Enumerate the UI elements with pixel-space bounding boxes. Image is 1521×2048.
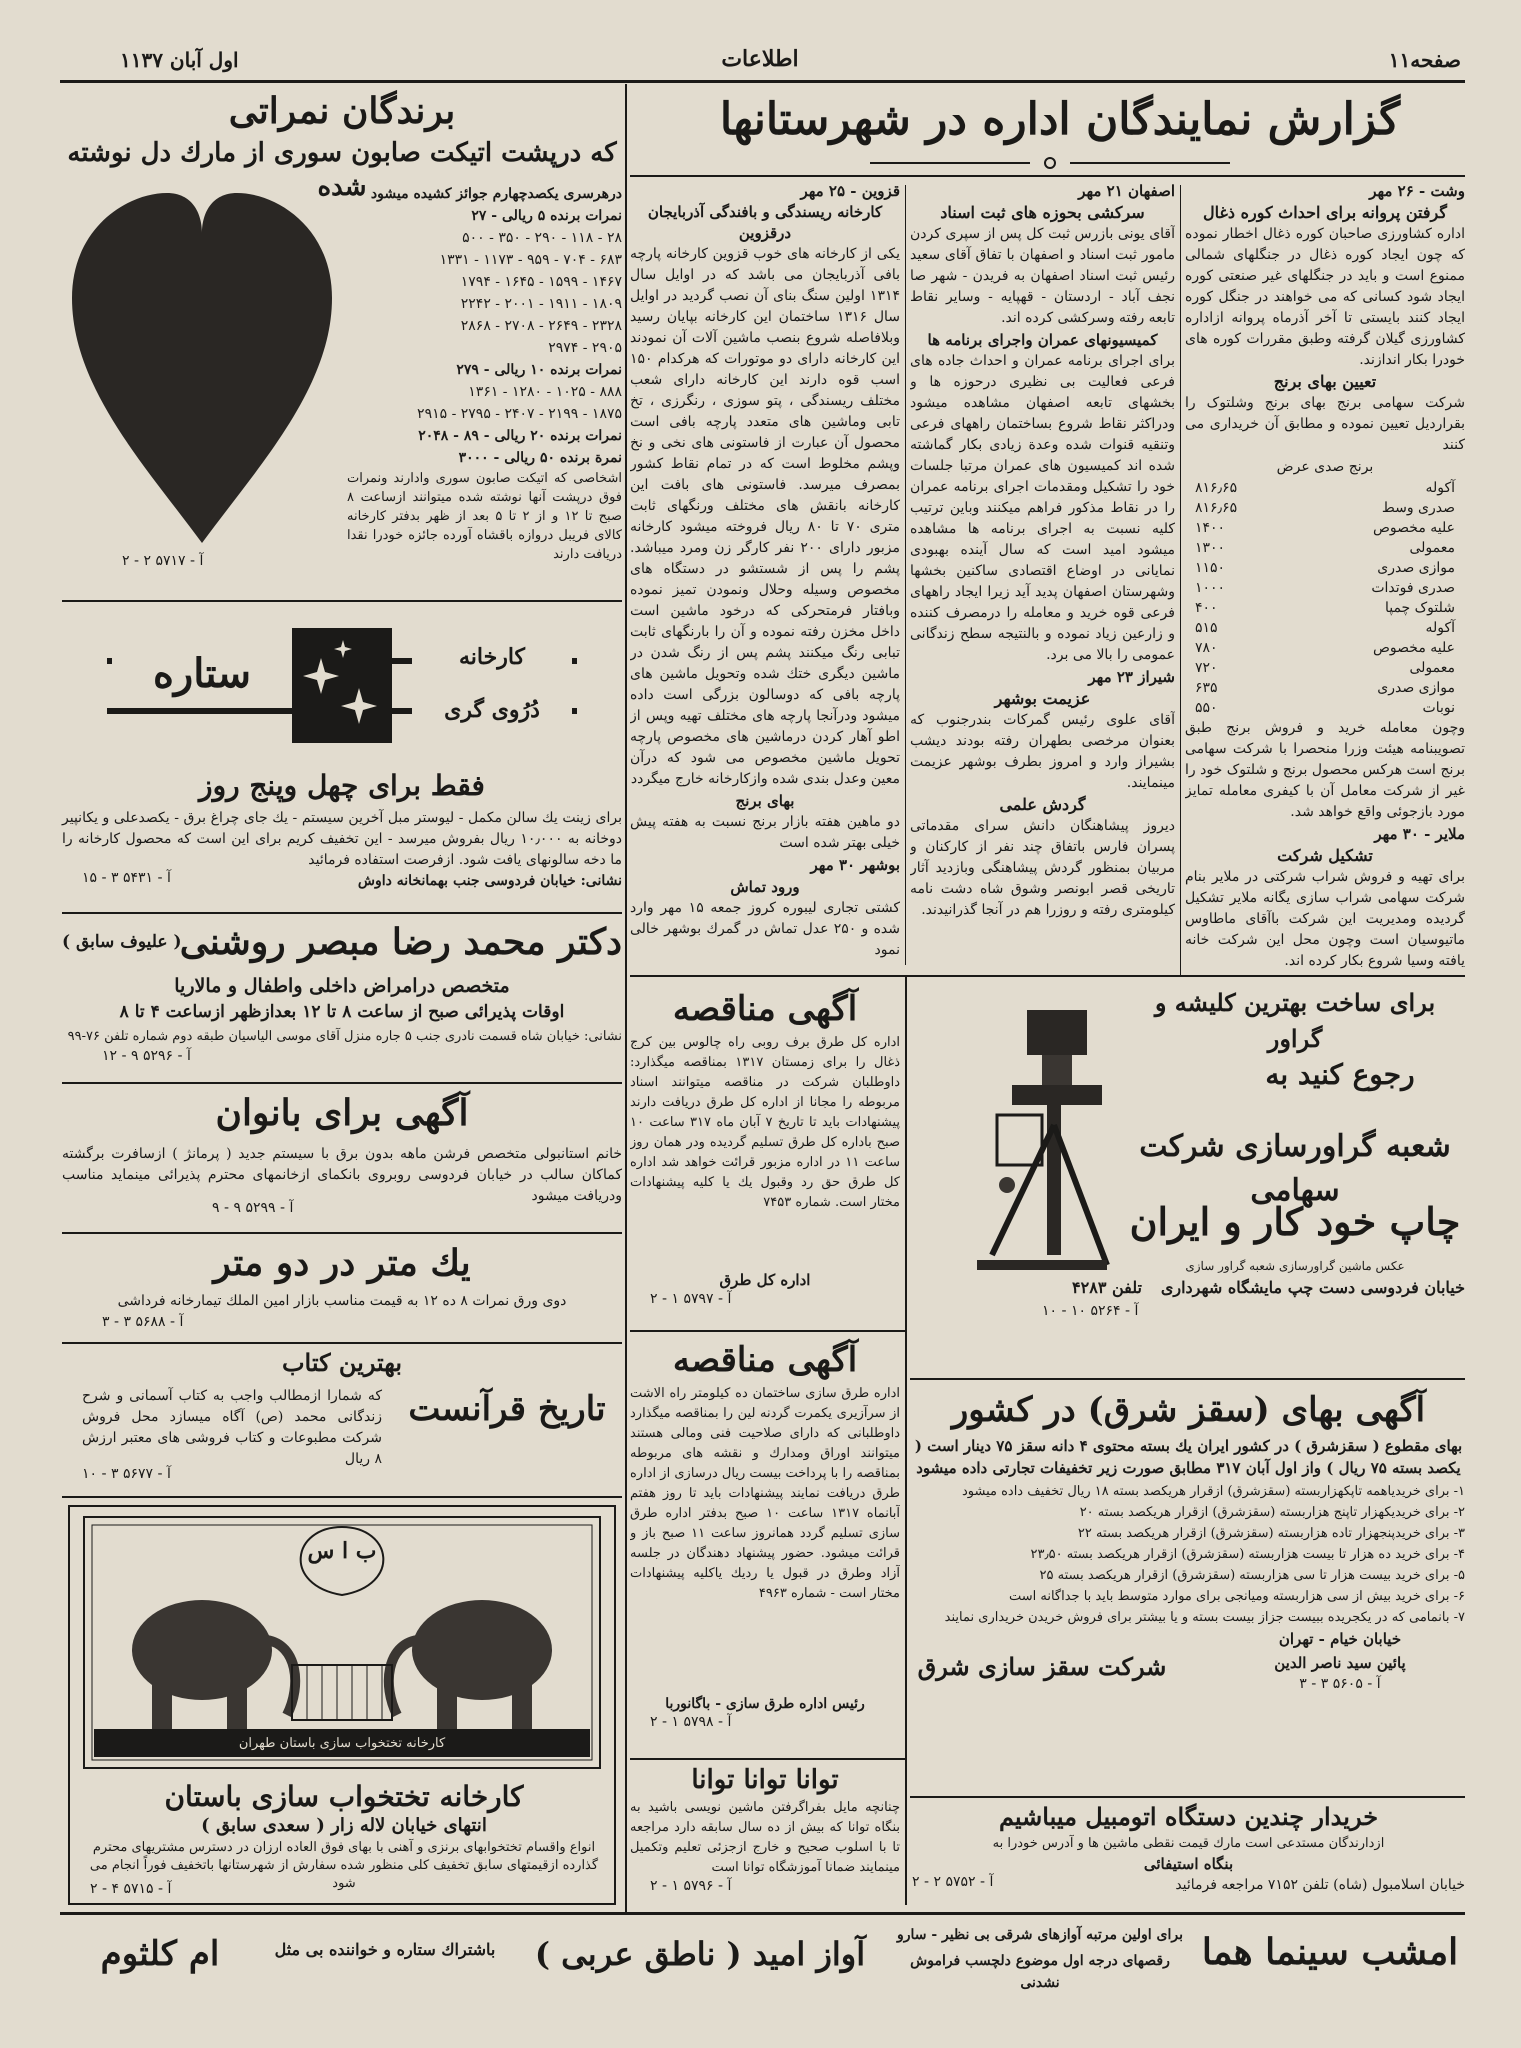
setare-top: کارخانه bbox=[412, 643, 572, 671]
heart-ad bbox=[62, 88, 622, 588]
tender-ad-2 bbox=[630, 1336, 900, 1756]
dateline: اصفهان ۲۱ مهر bbox=[1078, 182, 1175, 200]
dateline: بوشهر ۳۰ مهر bbox=[810, 856, 900, 874]
article-text: کشتی تجاری لیبوره کروز جمعه ۱۵ مهر وارد شده و ۲۵۰ عدل تماش در گمرك بوشهر خالی نمود bbox=[630, 900, 900, 958]
setare-text: برای زینت یك سالن مکمل - لیوستر مبل آخرین سیستم - یك جای چراغ برق - یکصدعلی و یکانپیر دوخانه به ۱۰٫۰۰۰ ریال بفروش میرسد - این تخفیف کریم برای این است که محصول کارخانه را ما دخه سالونهای یافت شود. ازفرصت استفاده فرمائید bbox=[62, 810, 622, 868]
doctor-ad bbox=[62, 918, 622, 1078]
issue-date: اول آبان ۱۱۳۷ bbox=[120, 48, 239, 72]
left-divider bbox=[62, 1232, 622, 1234]
ad-code: آ - ۵۷۱۵ ۴ - ۲ bbox=[90, 1881, 172, 1897]
report-title-ornament bbox=[870, 155, 1230, 171]
tender-text: اداره کل طرق برف روبی راه چالوس بین کرج ذغال را برای زمستان ۱۳۱۷ بمناقصه میگذارد: داوطلبان شرکت در مناقصه میتوانند اسناد مربوطه را مجانا از اداره کل طرق دریافت دارند پیشنهادات باید تا تاریخ ۷ آبان ماه ۳۱۷ ساعت ۱۰ صبح باداره کل طرق تسلیم گردیده ودر همان روز ساعت ۱۱ در اداره مزبور قرائت خواهد شد اداره کل طرق حق رد وقبول یك یا کلیه پیشنهادات مختار است. شماره ۷۴۵۳ bbox=[630, 1035, 900, 1210]
gravure-phone: تلفن ۴۲۸۳ bbox=[1072, 1278, 1142, 1297]
quran-book-ad bbox=[62, 1346, 622, 1496]
article-headline: بهای برنج bbox=[735, 792, 795, 810]
ad-code: آ - ۵۴۳۱ ۳ - ۱۵ bbox=[82, 870, 171, 886]
article-text: شرکت سهامی برنج بهای برنج وشلتوک را بقراردیل تعیین نموده و مطابق آن خریداری می کنند bbox=[1185, 395, 1465, 453]
cars-text: ازدارندگان مستدعی است مارك قیمت نقطی ماشین ها و آدرس خودرا به bbox=[992, 1836, 1385, 1851]
ad-code: آ - ۵۷۹۷ ۱ - ۲ bbox=[650, 1291, 732, 1307]
article-headline: عزیمت بوشهر bbox=[994, 689, 1091, 708]
quran-text: که شمارا ازمطالب واجب به کتاب آسمانی و شرح زندگانی محمد (ص) آگاه میسازد محل فروش شرکت مطبوعات و کتاب فروشی های معتبر ارزش ۸ ریال bbox=[82, 1388, 382, 1467]
price-value: ۶۳۵ bbox=[1195, 680, 1218, 696]
price-row bbox=[1185, 678, 1465, 698]
doctor-hours: اوقات پذیرائی صبح از ساعت ۸ تا ۱۲ بعدازظهر ازساعت ۴ تا ۸ bbox=[119, 1002, 565, 1022]
cinema-text-1: برای اولین مرتبه آوازهای شرقی بی نظیر - سارو bbox=[896, 1927, 1184, 1943]
report-column-2 bbox=[910, 180, 1175, 970]
ad-code: آ - ۵۲۶۴ ۱۰ - ۱۰ bbox=[1042, 1303, 1139, 1319]
ad-code: آ - ۵۶۷۷ ۳ - ۱۰ bbox=[82, 1466, 171, 1482]
article-headline: ورود تماش bbox=[730, 878, 800, 896]
price-row bbox=[1185, 558, 1465, 578]
price-row bbox=[1185, 658, 1465, 678]
article-headline: گردش علمی bbox=[999, 795, 1086, 814]
meter-ad-title: یك متر در دو متر bbox=[213, 1242, 471, 1284]
right-divider bbox=[910, 1378, 1465, 1380]
gum-address-2: پائین سید ناصر الدین bbox=[1274, 1654, 1406, 1672]
heart-ad-prize-5: نمرات برنده ۵ ریالی - ۲۷ bbox=[471, 208, 622, 224]
article-headline: تشکیل شرکت bbox=[1277, 846, 1373, 865]
article-text: آقای یونی بازرس ثبت کل پس از سپری کردن مامور ثبت اسناد و اصفهان با تفاق آقای سعید رئیس ثبت اسناد اصفهان به فریدن - شهر صا نجف آباد - اردستان - قهپایه - وسایر نقاط تابعه رفته وسرکشی کرده اند. bbox=[910, 226, 1175, 326]
ad-code: آ - ۵۶۸۸ ۳ - ۳ bbox=[102, 1314, 184, 1330]
cinema-film: آواز امید ( ناطق عربی ) bbox=[534, 1935, 866, 1973]
heart-ad-prize-50: نمرة برنده ۵۰ ریالی - ۳۰۰۰ bbox=[458, 450, 622, 466]
article-text: اداره کشاورزی صاحبان کوره ذغال اخطار نموده که چون ایجاد کوره ذغال در جنگلهای شمالی ممنوع است و باید در جنگلهای غیر صنعتی کوره ایجاد شود کسانی که می خواهند در جنگل کوره ایجاد کنند بایستی تا آخر آذرماه پروانه ازاداره کشاورزی گیلان گرفته وطبق مقررات کوره های خودرا بکار اندازند. bbox=[1185, 226, 1465, 368]
article-text: یکی از کارخانه های خوب قزوین کارخانه پارچه بافی آذربایجان می باشد که در اوایل سال ۱۳۱۴ اولین سنگ بنای آن نصب گردید در اوایل سال ۱۳۱۶ ساختمان این کارخانه بپایان رسید وبلافاصله شروع بنصب ماشین آلات آن نمودند این کارخانه دارای دو موتورات که هرکدام ۱۵۰ اسب قوه دارند این کارخانه دارای شعب مختلف ریسندگی ، پتو سوزی ، رنگرزی ، تخ تابی وماشین های متعدد پارچه بافی است محصول آن عبارت از فاستونی های نخی و نخ وپشم مخلوط است که در تمام نقاط کشور بمصرف میرسد. فاستونی های بافت این کارخانه بانقش های مختلف ورنگهای ثابت متری ۷۰ تا ۸۰ ریال فروخته میشود کارخانه مزبور دارای ۲۰۰ نفر کارگر زن ومرد میباشد. پشم را پس از شستشو در دستگاه های مخصوص وسیله وحلال ونمودن تمیز نموده وبافتار فرمتحرکی که درخود ماشین است داخل مخزن رفته نموده و آن را بارنگهای ثابت تبابی رنگ میکنند پشم پس از رنگ شدن در ماشین دیگری ختك شده وتحویل ماشین های پارچه بافی که دوسالون بزرگی است داده میشود ودرآنجا پارچه های مختلف تهیه وپس از اطو آهار کردن درماشین های مخصوص پارچه تحویل ماشین مخصوص می شود که درآن معین وعدل بندی شده وازکارخانه خارج میگردد bbox=[630, 246, 900, 787]
tender-title: آگهی مناقصه bbox=[672, 989, 858, 1029]
gum-discount-item: ۵- برای خرید بیست هزار تا سی هزاربسته (سقزشرق) ازقرار هریکصد بسته ۲۵ bbox=[1039, 1568, 1465, 1583]
price-item: نوبات bbox=[1422, 700, 1455, 716]
doctor-former-name: ( علیوف سابق ) bbox=[62, 932, 182, 952]
gravure-line-3: شعبه گراورسازی شرکت سهامی bbox=[1139, 1129, 1451, 1208]
doctor-address: نشانی: خیابان شاه قسمت نادری جنب ۵ جاره منزل آقای موسی الیاسیان طبقه دوم شماره تلفن ۷۶-۹۹ bbox=[67, 1029, 622, 1044]
article-text: آقای علوی رئیس گمرکات بندرجنوب که بعنوان مرخصی بطهران رفته بودند دیشب بشیراز وارد و امروز بطرف بوشهر عزیمت مینمایند. bbox=[910, 712, 1175, 791]
beds-address: انتهای خیابان لاله زار ( سعدی سابق ) bbox=[201, 1815, 487, 1836]
price-item: آکوله bbox=[1425, 480, 1455, 496]
heart-icon bbox=[67, 188, 337, 548]
doctor-name: دکتر محمد رضا مبصر روشنی bbox=[179, 921, 622, 963]
left-divider bbox=[62, 912, 622, 914]
right-divider bbox=[910, 1796, 1465, 1798]
tender-ad-1 bbox=[630, 985, 900, 1325]
heart-ad-numbers-row: ۲۳۲۸ - ۲۶۴۹ - ۲۷۰۸ - ۲۸۶۸ bbox=[460, 318, 622, 334]
price-row bbox=[1185, 618, 1465, 638]
left-divider bbox=[62, 1342, 622, 1344]
heart-ad-numbers-row: ۱۸۰۹ - ۱۹۱۱ - ۲۰۰۱ - ۲۲۴۲ bbox=[460, 296, 622, 312]
cinema-ad bbox=[60, 1916, 1465, 1991]
gum-ad-title: آگهی بهای (سقز شرق) در کشور bbox=[951, 1390, 1426, 1430]
article-text: برای تهیه و فروش شراب شرکتی در ملایر بنام شرکت سهامی شراب سازی یگانه ملایر تشکیل گردیده ومدیریت این شرکت باآقای ماطاوس ماتیوسیان است وچون محل این شرکت خانه یافته وسیا شروع بکار کرده اند. bbox=[1185, 869, 1465, 969]
beds-text: انواع واقسام تختخوابهای برنزی و آهنی با بهای فوق العاده ارزان در دسترس مشتریهای محترم گذارده ازقیمتهای سابق تخفیف کلی منظور شده سفارش از شهرستانها باتخفیف فوراً انجام می شود bbox=[89, 1840, 599, 1891]
ad-code: آ - ۵۷۱۷ ۲ - ۲ bbox=[122, 553, 204, 569]
column-rule-main bbox=[625, 84, 627, 1914]
gum-discount-item: ۳- برای خریدپنجهزار تاده هزاربسته (سقزشرق) ازقرار هریکصد بسته ۲۲ bbox=[1077, 1526, 1465, 1541]
left-divider bbox=[62, 1082, 622, 1084]
middle-divider bbox=[630, 1330, 905, 1332]
meter-ad bbox=[62, 1238, 622, 1338]
price-table bbox=[1185, 478, 1465, 718]
price-item: صدری وسط bbox=[1381, 500, 1455, 516]
cars-footer bbox=[912, 1874, 1465, 1898]
report-column-3 bbox=[630, 180, 900, 965]
gum-company: شرکت سقز سازی شرق bbox=[917, 1652, 1167, 1681]
page-number: صفحه۱۱ bbox=[1388, 48, 1461, 72]
cinema-text-2: رقصهای درجه اول موضوع دلچسب فراموش نشدنی bbox=[910, 1953, 1170, 1991]
price-row bbox=[1185, 598, 1465, 618]
beds-plate-top: ب ا س bbox=[307, 1538, 377, 1564]
quran-title: تاریخ قرآنست bbox=[408, 1389, 606, 1429]
gum-discount-list bbox=[912, 1481, 1465, 1628]
heart-ad-numbers-row: ۶۸۳ - ۷۰۴ - ۹۵۹ - ۱۱۷۳ - ۱۳۳۱ bbox=[439, 252, 622, 268]
price-row bbox=[1185, 638, 1465, 658]
gravure-caption: عکس ماشین گراورسازی شعبه گراور سازی bbox=[1185, 1259, 1405, 1273]
heart-ad-numbers-row: ۸۸۸ - ۱۰۲۵ - ۱۲۸۰ - ۱۳۶۱ bbox=[468, 384, 622, 400]
price-row bbox=[1185, 698, 1465, 718]
tender-sign: اداره کل طرق bbox=[719, 1271, 811, 1289]
setare-headline: فقط برای چهل وپنج روز bbox=[199, 769, 485, 802]
price-value: ۵۱۵ bbox=[1195, 620, 1218, 636]
column-rule-report-2 bbox=[905, 185, 906, 965]
beds-title: کارخانه تختخواب سازی باستان bbox=[164, 1780, 524, 1813]
gum-discount-item: ۱- برای خریدیاهمه تاپکهزاربسته (سقزشرق) ازقرار هریکصد بسته ۱۸ ریال تخفیف داده میشود bbox=[961, 1484, 1465, 1499]
heart-ad-text: اشخاصی که اتیکت صابون سوری وادارند ونمرات فوق درپشت آنها نوشته شده میتوانند ازساعت ۸ صبح تا ۱۲ و از ۲ تا ۵ بعد از ظهر بدفتر کارخانه کالای فریبل دروازه باقشاه آورده جائزه خودرا نقدا دریافت دارند bbox=[347, 471, 623, 562]
heart-ad-prize-10: نمرات برنده ۱۰ ریالی - ۲۷۹ bbox=[456, 362, 622, 378]
report-bottom-rule bbox=[630, 975, 1465, 977]
price-row bbox=[1185, 478, 1465, 498]
ad-code: آ - ۵۷۹۶ ۱ - ۲ bbox=[650, 1878, 732, 1894]
camera-machine-icon bbox=[972, 1005, 1112, 1280]
price-row bbox=[1185, 518, 1465, 538]
price-value: ۴۰۰ bbox=[1195, 600, 1218, 616]
gum-discount-item: ۶- برای خرید بیش از سی هزاربسته ومیانجی برای موارد متوسط باید با جداگانه است bbox=[1008, 1589, 1465, 1604]
ad-code: آ - ۵۲۹۶ ۹ - ۱۲ bbox=[102, 1048, 191, 1064]
price-value: ۸۱۶٫۶۵ bbox=[1195, 480, 1238, 496]
beds-ad bbox=[68, 1505, 616, 1905]
quran-best: بهترین کتاب bbox=[281, 1348, 403, 1377]
cars-title: خریدار چندین دستگاه اتومبیل میباشیم bbox=[998, 1802, 1379, 1831]
gum-ad bbox=[912, 1385, 1465, 1790]
ladies-ad-text: خانم استانبولی متخصص فرشن ماهه بدون برق با سیستم جدید ( پرمانژ ) ازسافرت برگشته کماکان سالب در خیابان فردوسی روبروی بانکمای ازخانمهای محترم پذیرائی مینماید مناسب ودریافت میشود bbox=[62, 1146, 622, 1204]
price-item: علیه مخصوص bbox=[1372, 520, 1455, 536]
setare-logo: ستاره bbox=[112, 654, 292, 694]
setare-ad bbox=[62, 608, 622, 908]
beds-plate-band: کارخانه تختخواب سازی باستان طهران bbox=[238, 1736, 446, 1751]
ladies-ad-title: آگهی برای بانوان bbox=[215, 1092, 469, 1134]
price-table-header: برنج صدی عرض bbox=[1276, 459, 1374, 475]
price-value: ۱۴۰۰ bbox=[1195, 520, 1226, 536]
dateline: شیراز ۲۳ مهر bbox=[1088, 668, 1175, 686]
heart-ad-numbers bbox=[347, 183, 622, 564]
report-title: گزارش نمایندگان اداره در شهرستانها bbox=[719, 94, 1401, 145]
heart-ad-numbers-row: ۱۴۶۷ - ۱۵۹۹ - ۱۶۴۵ - ۱۷۹۴ bbox=[460, 274, 622, 290]
report-column-1 bbox=[1185, 180, 1465, 980]
doctor-name-row bbox=[62, 918, 622, 968]
cinema-star: باشتراك ستاره و خواننده بی مثل bbox=[274, 1940, 496, 1959]
heart-ad-title: برندگان نمراتی bbox=[228, 90, 456, 132]
article-headline: کارخانه ریسندگی و بافندگی آذربایجان درقزوین bbox=[647, 203, 883, 242]
price-row bbox=[1185, 498, 1465, 518]
gravure-address: خیابان فردوسی دست چپ مایشگاه شهرداری bbox=[1160, 1278, 1465, 1297]
cars-ad bbox=[912, 1800, 1465, 1905]
price-value: ۱۳۰۰ bbox=[1195, 540, 1226, 556]
gravure-line-1: برای ساخت بهترین کلیشه و گراور bbox=[1154, 988, 1436, 1053]
gravure-line-4: چاپ خود کار و ایران bbox=[1129, 1199, 1461, 1244]
tavana-ad bbox=[630, 1762, 900, 1907]
price-row bbox=[1185, 578, 1465, 598]
price-value: ۷۲۰ bbox=[1195, 660, 1218, 676]
price-value: ۸۱۶٫۶۵ bbox=[1195, 500, 1238, 516]
tavana-text: چنانچه مایل بفراگرفتن ماشین نویسی باشید به بنگاه توانا که بیش از ده سال سابقه دارد مراجعه تا با اسلوب صحیح و خارج ازجزئی تعلیم وتکمیل مینمایند ضمانا آموزشگاه توانا است bbox=[630, 1800, 900, 1875]
tender-sign: رئیس اداره طرق سازی - باگانوربا bbox=[665, 1696, 865, 1712]
heart-ad-numbers-row: ۲۸ - ۱۱۸ - ۲۹۰ - ۳۵۰ - ۵۰۰ bbox=[462, 230, 622, 246]
gum-discount-item: ۷- بانمامی که در یکجریده ببیست جزاز بیست بسته و یا بیشتر برای فروش خریدن خریداری نمایند bbox=[944, 1610, 1465, 1625]
gum-discount-item: ۲- برای خریدیکهزار تاپنج هزاربسته (سقزشرق) ازقرار هریکصد بسته ۲۰ bbox=[1079, 1505, 1465, 1520]
tender-text: اداره طرق سازی ساختمان ده کیلومتر راه الاشت از سرآزیری یکمرت گردنه لین را بمناقصه میگذارد داوطلبانی که دارای صلاحیت فنی ومالی هستند میتوانند اوراق ومدارك و نقشه های مربوطه بمناقصه را با پرداخت بیست ریال درسازی از اداره طرق دریافت نمایند پیشنهادات باید تا روز هفتم آبانماه ۱۳۱۷ ساعت ۱۰ صبح بدفتر اداره طرق سازی تسلیم گردد همانروز ساعت ۱۱ صبح باز و قرائت میشود. حضور پیشنهاد دهندگان در جلسه آزاد وطرق در قبول یا ردیك یاکلیه پیشنهادات مختار است - شماره ۴۹۶۳ bbox=[630, 1386, 900, 1601]
price-item: شلتوک چمپا bbox=[1384, 600, 1455, 616]
meter-ad-text: دوی ورق نمرات ۸ ده ۱۲ به قیمت مناسب بازار امین الملك تیمارخانه فرداشی bbox=[117, 1293, 567, 1309]
cinema-star-name: ام کلثوم bbox=[100, 1934, 220, 1974]
price-item: موازی صدری bbox=[1377, 560, 1455, 576]
price-value: ۱۱۵۰ bbox=[1195, 560, 1226, 576]
price-value: ۵۵۰ bbox=[1195, 700, 1218, 716]
price-item: علیه مخصوص bbox=[1372, 640, 1455, 656]
left-divider bbox=[62, 600, 622, 602]
price-item: آکوله bbox=[1425, 620, 1455, 636]
heart-ad-numbers-row: ۱۸۷۵ - ۲۱۹۹ - ۲۴۰۷ - ۲۷۹۵ - ۲۹۱۵ bbox=[417, 406, 622, 422]
heart-ad-subtitle: که درپشت اتیکت صابون سوری از مارك دل نوشته شده bbox=[67, 138, 617, 202]
setare-address: نشانی: خیابان فردوسی جنب بهمانخانه داوش bbox=[357, 873, 622, 889]
gum-address-1: خیابان خیام - تهران bbox=[1278, 1630, 1402, 1648]
cinema-title: امشب سینما هما bbox=[1201, 1931, 1459, 1973]
gravure-ad bbox=[912, 985, 1465, 1330]
tender-title: آگهی مناقصه bbox=[672, 1340, 858, 1380]
price-item: معمولی bbox=[1409, 660, 1455, 676]
column-rule-report-1 bbox=[1180, 185, 1181, 975]
article-text: دو ماهین هفته بازار برنج نسبت به هفته پیش خیلی بهتر شده است bbox=[630, 814, 900, 851]
article-text: برای اجرای برنامه عمران و احداث جاده های فرعی فعالیت بی نظیری درحوزه ها و بخشهای تابعه اصفهان مشاهده میشود ودراکثر نقاط شروع بساختمان راههای فرعی وتنقیه قنوات شده وعدة زیادی بکار گماشته شده اند کمیسیون های عمران مرتبا جلسات خود را تشکیل ومقدمات اجرای برنامه عمران را در نقاط مذکور فراهم میکنند وباین ترتیب کلیه نسبت به اجرای برنامه ها مشاهده میشود امید است که سال آینده بهبودی نمایانی در اوضاع اقتصادی ساکنین بخشها وشهرستان اصفهان پدید آید زیرا ایجاد راههای فرعی قوه خرید و معامله را درمصرف کننده و زارعین زیاد نموده و بالنتیجه سطح زندگانی عمومی را بالا می برد. bbox=[910, 353, 1175, 663]
gum-discount-item: ۴- برای خرید ده هزار تا بیست هزاربسته (سقزشرق) ازقرار هریکصد بسته ۲۳٫۵۰ bbox=[1030, 1547, 1465, 1562]
ad-code: آ - ۵۲۹۹ ۹ - ۹ bbox=[212, 1200, 294, 1216]
price-value: ۷۸۰ bbox=[1195, 640, 1218, 656]
ad-code: آ - ۵۷۵۲ ۲ - ۲ bbox=[912, 1874, 994, 1890]
heart-ad-line: درهرسری یکصدچهارم جوائز کشیده میشود bbox=[370, 186, 622, 202]
report-title-rule bbox=[630, 175, 1465, 177]
article-headline: تعیین بهای برنج bbox=[1273, 372, 1377, 391]
heart-ad-prize-20: نمرات برنده ۲۰ ریالی - ۸۹ - ۲۰۴۸ bbox=[418, 428, 622, 444]
gum-footer bbox=[912, 1628, 1465, 1698]
gravure-line-2: رجوع کنید به bbox=[1265, 1058, 1415, 1091]
masthead-rule bbox=[60, 80, 1465, 83]
article-text: وچون معامله خرید و فروش برنج طبق تصویبنامه هیئت وزرا منحصرا با شرکت سهامی برنج است هرکس محصول برنج و شلتوک خود را غیر از شرکت معامل آن با کیفری معامله تمایز مورد بازجوئی واقع خواهد شد. bbox=[1185, 720, 1465, 820]
left-divider bbox=[62, 1496, 622, 1498]
dateline: وشت - ۲۶ مهر bbox=[1369, 182, 1465, 200]
heart-ad-numbers-row: ۲۹۰۵ - ۲۹۷۴ bbox=[548, 340, 622, 356]
doctor-specialty: متخصص درامراض داخلی واطفال و مالاریا bbox=[174, 975, 510, 997]
article-headline: گرفتن پروانه برای احداث کوره ذغال bbox=[1203, 203, 1447, 222]
middle-divider bbox=[630, 1758, 905, 1760]
dateline: قزوین - ۲۵ مهر bbox=[800, 182, 900, 200]
price-row bbox=[1185, 538, 1465, 558]
setare-bottom: دُرُوی گری bbox=[412, 696, 572, 724]
dateline: ملایر - ۳۰ مهر bbox=[1374, 825, 1465, 843]
paper-name: اطلاعات bbox=[721, 46, 799, 72]
ad-code: آ - ۵۷۹۸ ۱ - ۲ bbox=[650, 1714, 732, 1730]
ad-code: آ - ۵۶۰۵ ۳ - ۳ bbox=[1299, 1676, 1381, 1692]
price-item: صدری فوتدات bbox=[1371, 580, 1455, 596]
cars-agency: بنگاه استیفائی bbox=[1143, 1855, 1234, 1873]
article-text: دیروز پیشاهنگان دانش سرای مقدماتی پسران فارس باتفاق چند نفر از کارکنان و مربیان بمنظور گردش پیشاهنگی وبازدید آثار تاریخی قصر ابونصر وشوق شاه دشت نامه کیلومتری رفته و روزرا هم در آنجا گذرانیدند. bbox=[910, 818, 1175, 918]
ladies-ad bbox=[62, 1088, 622, 1216]
gum-ad-intro: بهای مقطوع ( سقزشرق ) در کشور ایران یك بسته محتوی ۴ دانه سقز ۷۵ دینار است ( یکصد بسته ۷۵ ریال ) واز اول آبان ۳۱۷ مطابق صورت زیر تخفیفات تجارتی داده میشود bbox=[914, 1437, 1463, 1477]
article-headline: سرکشی بحوزه های ثبت اسناد bbox=[940, 203, 1145, 222]
bottom-rule bbox=[60, 1912, 1465, 1915]
article-headline: کمیسیونهای عمران واجرای برنامه ها bbox=[927, 331, 1158, 349]
tavana-title: توانا توانا توانا bbox=[691, 1765, 839, 1795]
price-item: موازی صدری bbox=[1377, 680, 1455, 696]
price-value: ۱۰۰۰ bbox=[1195, 580, 1226, 596]
column-rule-tenders bbox=[905, 975, 907, 1905]
cars-address: خیابان اسلامبول (شاه) تلفن ۷۱۵۲ مراجعه فرمائید bbox=[1175, 1877, 1465, 1893]
price-item: معمولی bbox=[1409, 540, 1455, 556]
